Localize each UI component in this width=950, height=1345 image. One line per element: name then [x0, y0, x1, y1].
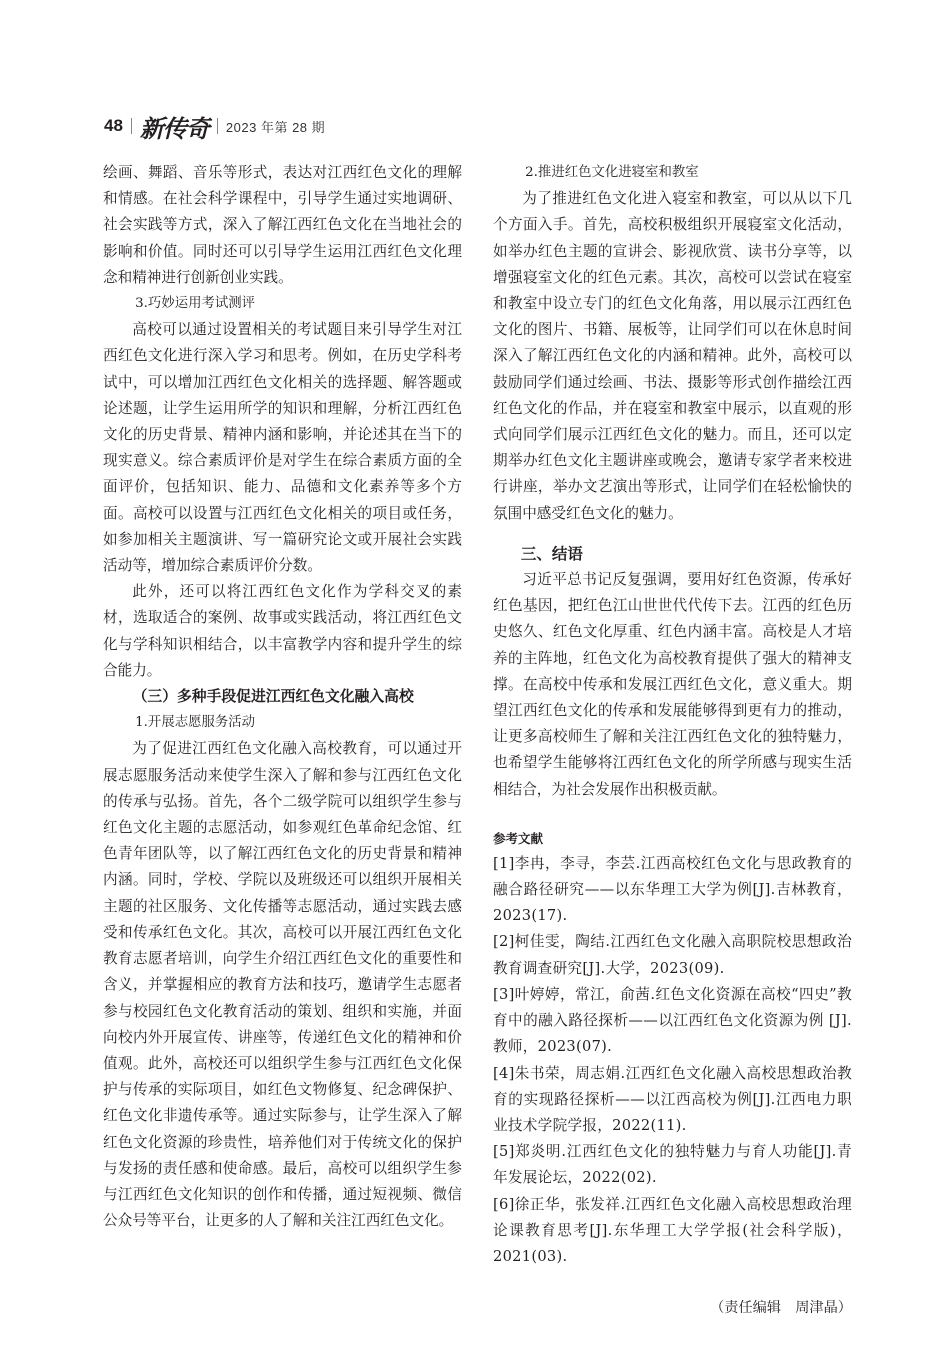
- conclusion-heading: 三、结语: [520, 544, 583, 563]
- page-number: 48: [104, 116, 123, 135]
- reference-item: [6]徐正华，张发祥.江西红色文化融入高校思想政治理论课教育思考[J].东华理工大学学报(社会科学版)，2021(03).: [493, 1195, 852, 1265]
- reference-item: [2]柯佳雯，陶结.江西红色文化融入高职院校思想政治教育调查研究[J].大学，2023(09).: [493, 933, 852, 977]
- reference-item: [3]叶婷婷，常江，俞茜.红色文化资源在高校“四史”教育中的融入路径探析——以江西红色文化资源为例 [J]. 教师，2023(07).: [493, 985, 852, 1056]
- header-divider: [131, 118, 132, 134]
- page-header: [104, 112, 326, 143]
- right-column: [493, 160, 852, 1320]
- header-divider: [217, 118, 218, 134]
- body-paragraph: 绘画、舞蹈、音乐等形式，表达对江西红色文化的理解和情感。在社会科学课程中，引导学生通过实地调研、社会实践等方式，深入了解江西红色文化在当地社会的影响和价值。同时还可以引导学生运用江西红色文化理念和精神进行创新创业实践。: [103, 164, 462, 286]
- section-heading: （三）多种手段促进江西红色文化融入高校: [132, 688, 414, 706]
- body-paragraph: 习近平总书记反复强调，要用好红色资源，传承好红色基因，把红色江山世世代代传下去。江西的红色历史悠久、红色文化厚重、红色内涵丰富。高校是人才培养的主阵地，红色文化为高校教育提供了强大的精神支撑。在高校中传承和发展江西红色文化，意义重大。期望江西红色文化的传承和发展能够得到更有力的推动，让更多高校师生了解和关注江西红色文化的独特魅力，也希望学生能够将江西红色文化的所学所感与现实生活相结合，为社会发展作出积极贡献。: [493, 571, 852, 798]
- references-list: [493, 851, 852, 1270]
- references-title: 参考文献: [493, 830, 544, 846]
- reference-item: [1]李冉，李寻，李芸.江西高校红色文化与思政教育的融合路径研究——以东华理工大学为例[J].吉林教育，2023(17).: [493, 854, 852, 925]
- issue-label: 2023 年第 28 期: [225, 119, 326, 135]
- reference-item: [5]郑炎明.江西红色文化的独特魅力与育人功能[J].青年发展论坛，2022(02).: [493, 1143, 852, 1187]
- body-paragraph: 为了促进江西红色文化融入高校教育，可以通过开展志愿服务活动来使学生深入了解和参与江西红色文化的传承与弘扬。首先，各个二级学院可以组织学生参与红色文化主题的志愿活动，如参观红色革命纪念馆、红色青年团队等，以了解江西红色文化的历史背景和精神内涵。同时，学校、学院以及班级还可以组织开展相关主题的社区服务、文化传播等志愿活动，通过实践去感受和传承红色文化。其次，高校可以开展江西红色文化教育志愿者培训，向学生介绍江西红色文化的重要性和含义，并掌握相应的教育方法和技巧，邀请学生志愿者参与校园红色文化教育活动的策划、组织和实施，并面向校内外开展宣传、讲座等，传递红色文化的精神和价值观。此外，高校还可以组织学生参与江西红色文化保护与传承的实际项目，如红色文物修复、纪念碑保护、红色文化非遗传承等。通过实际参与，让学生深入了解红色文化资源的珍贵性，培养他们对于传统文化的保护与发扬的责任感和使命感。最后，高校可以组织学生参与江西红色文化知识的创作和传播，通过短视频、微信公众号等平台，让更多的人了解和关注江西红色文化。: [103, 740, 462, 1230]
- subsection-title: 3.巧妙运用考试测评: [135, 296, 256, 312]
- subsection-title: 2.推进红色文化进寝室和教室: [525, 165, 699, 180]
- body-paragraph: 为了推进红色文化进入寝室和教室，可以从以下几个方面入手。首先，高校积极组织开展寝室文化活动，如举办红色主题的宣讲会、影视欣赏、读书分享等，以增强寝室文化的红色元素。其次，高校可以尝试在寝室和教室中设立专门的红色文化角落，用以展示江西红色文化的图片、书籍、展板等，让同学们可以在休息时间深入了解江西红色文化的内涵和精神。此外，高校可以鼓励同学们通过绘画、书法、摄影等形式创作描绘江西红色文化的作品，并在寝室和教室中展示，以直观的形式向同学们展示江西红色文化的魅力。而且，还可以定期举办红色文化主题讲座或晚会，邀请专家学者来校进行讲座，举办文艺演出等形式，让同学们在轻松愉快的氛围中感受红色文化的魅力。: [493, 190, 852, 522]
- reference-item: [4]朱书荣，周志娟.江西红色文化融入高校思想政治教育的实现路径探析——以江西高校为例[J].江西电力职业技术学院学报，2022(11).: [493, 1064, 852, 1134]
- subsection-title: 1.开展志愿服务活动: [135, 715, 256, 731]
- journal-logo: 新传奇: [139, 113, 209, 143]
- body-paragraph: 此外，还可以将江西红色文化作为学科交叉的素材，选取适合的案例、故事或实践活动，将江西红色文化与学科知识相结合，以丰富教学内容和提升学生的综合能力。: [103, 583, 462, 679]
- editor-credit: （责任编辑 周津晶）: [710, 1300, 852, 1317]
- body-paragraph: 高校可以通过设置相关的考试题目来引导学生对江西红色文化进行深入学习和思考。例如，在历史学科考试中，可以增加江西红色文化相关的选择题、解答题或论述题，让学生运用所学的知识和理解，分析江西红色文化的历史背景、精神内涵和影响，并论述其在当下的现实意义。综合素质评价是对学生在综合素质方面的全面评价，包括知识、能力、品德和文化素养等多个方面。高校可以设置与江西红色文化相关的项目或任务，如参加相关主题演讲、写一篇研究论文或开展社会实践活动等，增加综合素质评价分数。: [103, 321, 462, 575]
- left-column: [103, 160, 462, 1234]
